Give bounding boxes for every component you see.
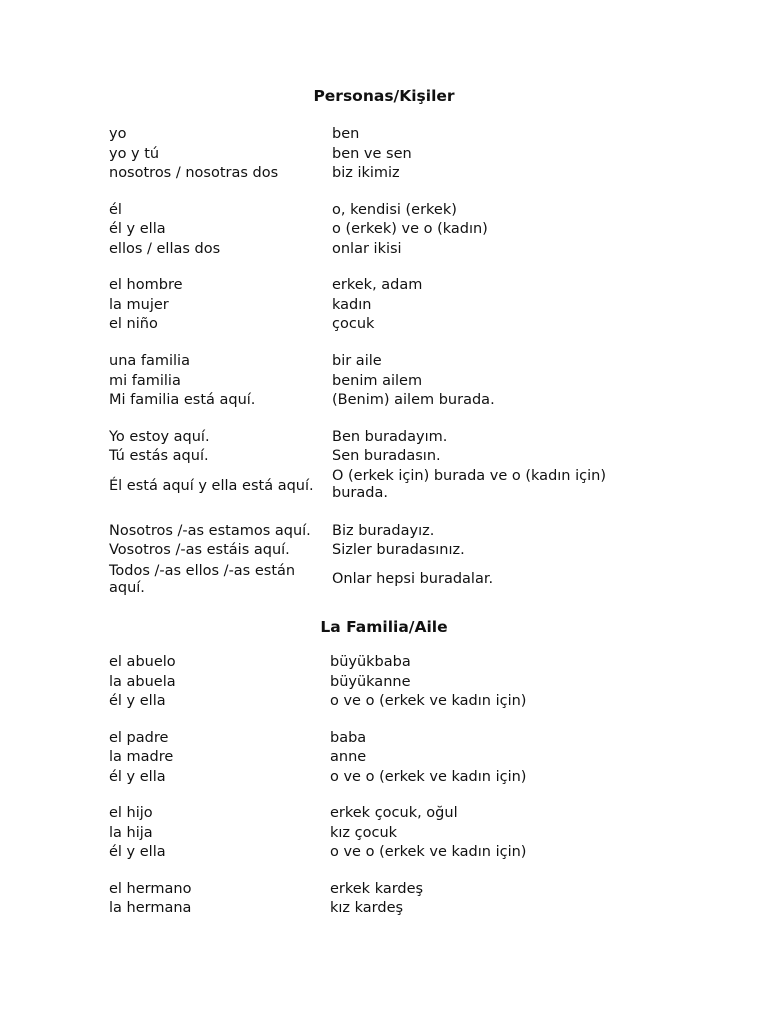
turkish-translation: baba (330, 730, 367, 746)
turkish-translation: o ve o (erkek ve kadın için) (330, 844, 527, 860)
turkish-translation: erkek çocuk, oğul (330, 805, 458, 821)
turkish-translation: kadın (332, 297, 372, 313)
turkish-translation: (Benim) ailem burada. (332, 392, 495, 408)
spanish-term: el niño (109, 316, 158, 332)
spanish-term: la hija (109, 825, 153, 841)
spanish-term: la hermana (109, 900, 192, 916)
turkish-translation: büyükanne (330, 674, 411, 690)
spanish-term: la madre (109, 749, 174, 765)
turkish-translation: o (erkek) ve o (kadın) (332, 221, 488, 237)
turkish-translation: anne (330, 749, 367, 765)
spanish-term: Mi familia está aquí. (109, 392, 256, 408)
spanish-term: él y ella (109, 693, 166, 709)
spanish-term: Él está aquí y ella está aquí. (109, 478, 314, 494)
section-title-personas: Personas/Kişiler (313, 87, 455, 105)
spanish-term: Todos /-as ellos /-as están aquí. (109, 563, 296, 596)
turkish-translation: O (erkek için) burada ve o (kadın için) burada. (332, 468, 606, 501)
turkish-translation: erkek kardeş (330, 881, 424, 897)
turkish-translation: benim ailem (332, 373, 423, 389)
turkish-translation: erkek, adam (332, 277, 423, 293)
spanish-term: el hermano (109, 881, 192, 897)
spanish-term: él y ella (109, 769, 166, 785)
spanish-term: ellos / ellas dos (109, 241, 221, 257)
turkish-translation: ben ve sen (332, 146, 412, 162)
spanish-term: Vosotros /-as estáis aquí. (109, 542, 290, 558)
turkish-translation: kız çocuk (330, 825, 398, 841)
spanish-term: él y ella (109, 844, 166, 860)
spanish-term: la mujer (109, 297, 169, 313)
turkish-translation: Ben buradayım. (332, 429, 448, 445)
turkish-translation: kız kardeş (330, 900, 404, 916)
spanish-term: el padre (109, 730, 169, 746)
spanish-term: Tú estás aquí. (109, 448, 209, 464)
turkish-translation: Biz buradayız. (332, 523, 435, 539)
turkish-translation: biz ikimiz (332, 165, 400, 181)
turkish-translation: çocuk (332, 316, 375, 332)
spanish-term: yo (109, 126, 127, 142)
turkish-translation: ben (332, 126, 360, 142)
spanish-term: el abuelo (109, 654, 176, 670)
spanish-term: nosotros / nosotras dos (109, 165, 279, 181)
turkish-translation: Sen buradasın. (332, 448, 441, 464)
spanish-term: Nosotros /-as estamos aquí. (109, 523, 311, 539)
spanish-term: una familia (109, 353, 190, 369)
spanish-term: el hombre (109, 277, 183, 293)
spanish-term: yo y tú (109, 146, 160, 162)
spanish-term: la abuela (109, 674, 176, 690)
turkish-translation: o ve o (erkek ve kadın için) (330, 769, 527, 785)
spanish-term: Yo estoy aquí. (109, 429, 210, 445)
turkish-translation: o ve o (erkek ve kadın için) (330, 693, 527, 709)
turkish-translation: o, kendisi (erkek) (332, 202, 457, 218)
turkish-translation: Onlar hepsi buradalar. (332, 571, 494, 587)
turkish-translation: onlar ikisi (332, 241, 402, 257)
turkish-translation: bir aile (332, 353, 382, 369)
spanish-term: él y ella (109, 221, 166, 237)
spanish-term: él (109, 202, 122, 218)
spanish-term: mi familia (109, 373, 181, 389)
turkish-translation: Sizler buradasınız. (332, 542, 465, 558)
section-title-familia: La Familia/Aile (320, 618, 448, 636)
spanish-term: el hijo (109, 805, 153, 821)
turkish-translation: büyükbaba (330, 654, 411, 670)
